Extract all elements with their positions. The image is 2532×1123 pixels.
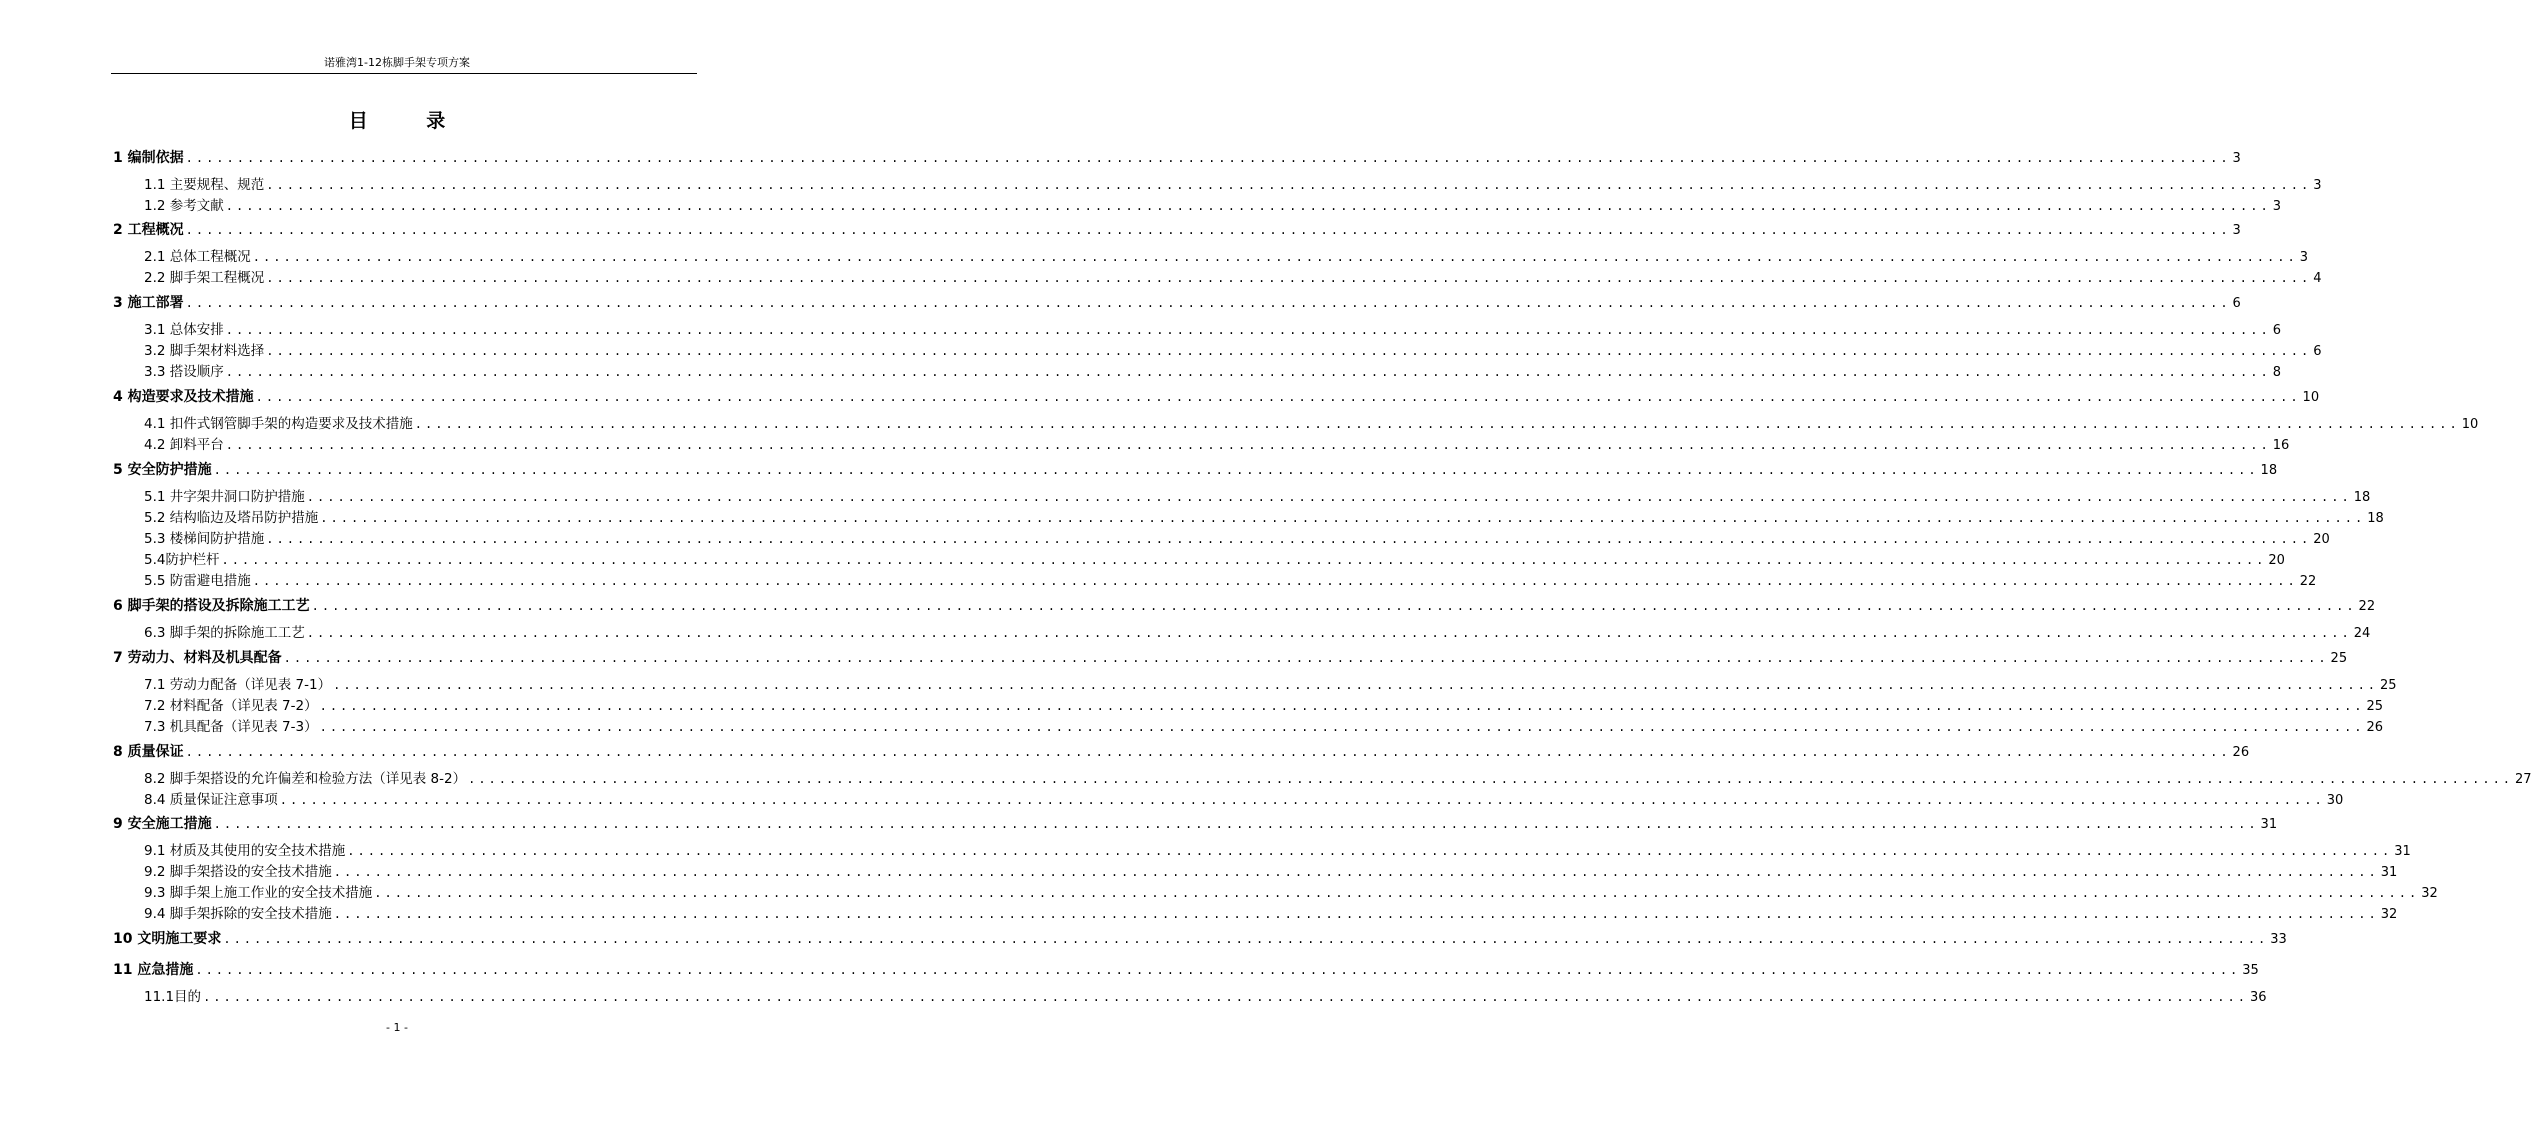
dot-leader: ........................................................................................................................................................................................................ (213, 817, 2259, 831)
toc-title: 目 录 (348, 110, 472, 132)
toc-entry-page: 25 (2380, 678, 2397, 693)
toc-entry-page: 31 (2260, 817, 2278, 832)
toc-entry[interactable] (144, 621, 2371, 641)
dot-leader: ........................................................................................................................................................................................................ (195, 963, 2241, 977)
toc-entry-label: 1.1 主要规程、规范 (144, 177, 265, 193)
toc-entry-page: 20 (2268, 553, 2285, 568)
toc-entry-label: 5 安全防护措施 (113, 462, 212, 478)
dot-leader: ........................................................................................................................................................................................................ (225, 365, 2271, 379)
dot-leader: ........................................................................................................................................................................................................ (306, 490, 2352, 504)
dot-leader: ........................................................................................................................................................................................................ (311, 599, 2357, 613)
dot-leader: ........................................................................................................................................................................................................ (333, 678, 2379, 692)
dot-leader: ........................................................................................................................................................................................................ (185, 151, 2231, 165)
toc-entry-page: 6 (2313, 344, 2322, 359)
toc-entry-page: 30 (2326, 793, 2344, 808)
toc-entry-label: 3.1 总体安排 (144, 322, 224, 338)
dot-leader: ........................................................................................................................................................................................................ (333, 907, 2379, 921)
toc-entry[interactable] (113, 292, 2241, 312)
toc-entry[interactable] (113, 928, 2287, 948)
running-header: 诺雅湾1-12栋脚手架专项方案 (324, 56, 470, 69)
toc-entry-page: 3 (2232, 223, 2241, 238)
dot-leader: ........................................................................................................................................................................................................ (221, 553, 2267, 567)
toc-entry-page: 31 (2380, 865, 2398, 880)
toc-entry[interactable] (144, 569, 2317, 589)
toc-entry-page: 3 (2272, 199, 2281, 214)
toc-entry-label: 8 质量保证 (113, 744, 184, 760)
toc-entry-page: 6 (2232, 296, 2241, 311)
toc-entry[interactable] (144, 506, 2384, 526)
toc-entry-label: 10 文明施工要求 (113, 931, 222, 947)
dot-leader: ........................................................................................................................................................................................................ (266, 344, 2312, 358)
toc-entry[interactable] (113, 386, 2320, 406)
toc-entry-label: 11 应急措施 (113, 962, 194, 978)
toc-entry[interactable] (144, 985, 2267, 1005)
toc-entry[interactable] (113, 813, 2278, 833)
toc-entry[interactable] (144, 673, 2397, 693)
toc-entry-page: 33 (2270, 932, 2287, 947)
toc-entry-label: 2.1 总体工程概况 (144, 249, 251, 265)
toc-entry[interactable] (113, 959, 2259, 979)
toc-entry-label: 3.2 脚手架材料选择 (144, 343, 265, 359)
toc-entry[interactable] (144, 788, 2344, 808)
toc-entry-label: 9.2 脚手架搭设的安全技术措施 (144, 864, 332, 880)
toc-entry[interactable] (144, 173, 2322, 193)
toc-entry-page: 36 (2249, 990, 2267, 1005)
toc-entry-label: 4.2 卸料平台 (144, 437, 224, 453)
toc-entry-label: 7 劳动力、材料及机具配备 (113, 650, 282, 666)
toc-entry[interactable] (144, 412, 2479, 432)
toc-entry[interactable] (144, 245, 2308, 265)
toc-entry[interactable] (113, 647, 2348, 667)
toc-entry[interactable] (144, 527, 2330, 547)
toc-entry-label: 8.4 质量保证注意事项 (144, 792, 278, 808)
toc-entry-label: 9.3 脚手架上施工作业的安全技术措施 (144, 885, 373, 901)
toc-entry[interactable] (144, 715, 2384, 735)
dot-leader: ........................................................................................................................................................................................................ (225, 323, 2271, 337)
toc-entry-label: 4 构造要求及技术措施 (113, 389, 254, 405)
toc-entry-page: 25 (2330, 651, 2348, 666)
toc-entry-page: 24 (2353, 626, 2371, 641)
toc-entry-label: 1.2 参考文献 (144, 198, 224, 214)
toc-entry[interactable] (144, 360, 2281, 380)
toc-entry[interactable] (144, 694, 2384, 714)
toc-entry[interactable] (144, 485, 2371, 505)
dot-leader: ........................................................................................................................................................................................................ (306, 626, 2352, 640)
toc-entry-label: 9 安全施工措施 (113, 816, 212, 832)
toc-entry-label: 5.4防护栏杆 (144, 552, 220, 568)
toc-entry[interactable] (144, 433, 2290, 453)
dot-leader: ........................................................................................................................................................................................................ (225, 199, 2271, 213)
toc-entry-page: 32 (2380, 907, 2398, 922)
toc-entry-page: 18 (2353, 490, 2371, 505)
dot-leader: ........................................................................................................................................................................................................ (283, 651, 2329, 665)
toc-entry-page: 18 (2367, 511, 2384, 526)
dot-leader: ........................................................................................................................................................................................................ (185, 296, 2231, 310)
toc-entry-label: 6.3 脚手架的拆除施工工艺 (144, 625, 305, 641)
dot-leader: ........................................................................................................................................................................................................ (319, 699, 2365, 713)
toc-entry-label: 1 编制依据 (113, 150, 184, 166)
dot-leader: ........................................................................................................................................................................................................ (374, 886, 2420, 900)
toc-entry-page: 25 (2366, 699, 2384, 714)
toc-entry[interactable] (144, 902, 2398, 922)
dot-leader: ........................................................................................................................................................................................................ (414, 417, 2460, 431)
toc-entry-label: 4.1 扣件式钢管脚手架的构造要求及技术措施 (144, 416, 413, 432)
dot-leader: ........................................................................................................................................................................................................ (203, 990, 2248, 1004)
toc-entry[interactable] (113, 595, 2376, 615)
dot-leader: ........................................................................................................................................................................................................ (333, 865, 2379, 879)
toc-entry-label: 7.2 材料配备（详见表 7-2） (144, 698, 318, 714)
dot-leader: ........................................................................................................................................................................................................ (252, 250, 2298, 264)
toc-entry[interactable] (144, 548, 2285, 568)
toc-entry-page: 35 (2242, 963, 2259, 978)
dot-leader: ........................................................................................................................................................................................................ (279, 793, 2325, 807)
toc-entry[interactable] (144, 266, 2322, 286)
toc-entry-label: 7.3 机具配备（详见表 7-3） (144, 719, 318, 735)
toc-entry[interactable] (144, 339, 2322, 359)
toc-entry[interactable] (144, 839, 2411, 859)
toc-entry-label: 9.4 脚手架拆除的安全技术措施 (144, 906, 332, 922)
dot-leader: ........................................................................................................................................................................................................ (347, 844, 2393, 858)
toc-entry-label: 3 施工部署 (113, 295, 184, 311)
page-number: - 1 - (386, 1021, 408, 1034)
toc-entry-label: 8.2 脚手架搭设的允许偏差和检验方法（详见表 8-2） (144, 771, 467, 787)
toc-entry-label: 7.1 劳动力配备（详见表 7-1） (144, 677, 332, 693)
toc-entry-page: 32 (2421, 886, 2438, 901)
dot-leader: ........................................................................................................................................................................................................ (266, 178, 2312, 192)
dot-leader: ........................................................................................................................................................................................................ (213, 463, 2259, 477)
toc-entry[interactable] (144, 881, 2438, 901)
toc-entry[interactable] (144, 860, 2398, 880)
toc-entry-page: 20 (2313, 532, 2330, 547)
toc-entry-page: 16 (2272, 438, 2290, 453)
dot-leader: ........................................................................................................................................................................................................ (320, 511, 2366, 525)
toc-entry-page: 3 (2299, 250, 2308, 265)
toc-entry-page: 10 (2461, 417, 2479, 432)
toc-entry[interactable] (113, 219, 2241, 239)
toc-entry-page: 27 (2515, 772, 2532, 787)
toc-entry[interactable] (144, 767, 2532, 787)
dot-leader: ........................................................................................................................................................................................................ (185, 223, 2231, 237)
toc-entry-page: 18 (2260, 463, 2278, 478)
toc-entry-page: 3 (2232, 151, 2241, 166)
toc-entry-page: 8 (2272, 365, 2281, 380)
toc-entry-page: 6 (2272, 323, 2281, 338)
dot-leader: ........................................................................................................................................................................................................ (266, 271, 2312, 285)
toc-entry-label: 9.1 材质及其使用的安全技术措施 (144, 843, 346, 859)
dot-leader: ........................................................................................................................................................................................................ (225, 438, 2271, 452)
toc-entry[interactable] (113, 459, 2278, 479)
toc-entry-label: 11.1目的 (144, 989, 202, 1005)
dot-leader: ........................................................................................................................................................................................................ (255, 390, 2301, 404)
toc-entry-page: 4 (2313, 271, 2322, 286)
toc-entry[interactable] (113, 741, 2250, 761)
toc-entry-label: 3.3 搭设顺序 (144, 364, 224, 380)
toc-entry-page: 10 (2302, 390, 2320, 405)
dot-leader: ........................................................................................................................................................................................................ (468, 772, 2514, 786)
toc-entry-label: 5.3 楼梯间防护措施 (144, 531, 265, 547)
toc-entry-page: 22 (2299, 574, 2317, 589)
toc-entry[interactable] (144, 194, 2281, 214)
toc-entry[interactable] (144, 318, 2281, 338)
toc-entry-page: 26 (2366, 720, 2384, 735)
toc-entry-label: 5.2 结构临边及塔吊防护措施 (144, 510, 319, 526)
toc-entry-page: 3 (2313, 178, 2322, 193)
toc-entry-label: 2.2 脚手架工程概况 (144, 270, 265, 286)
dot-leader: ........................................................................................................................................................................................................ (223, 932, 2269, 946)
toc-entry-page: 26 (2232, 745, 2250, 760)
dot-leader: ........................................................................................................................................................................................................ (266, 532, 2312, 546)
toc-entry-page: 22 (2358, 599, 2376, 614)
dot-leader: ........................................................................................................................................................................................................ (319, 720, 2365, 734)
toc-entry[interactable] (113, 147, 2241, 167)
toc-entry-label: 6 脚手架的搭设及拆除施工工艺 (113, 598, 310, 614)
toc-entry-label: 5.5 防雷避电措施 (144, 573, 251, 589)
dot-leader: ........................................................................................................................................................................................................ (252, 574, 2298, 588)
toc-entry-label: 2 工程概况 (113, 222, 184, 238)
toc-entry-label: 5.1 井字架井洞口防护措施 (144, 489, 305, 505)
dot-leader: ........................................................................................................................................................................................................ (185, 745, 2231, 759)
toc-entry-page: 31 (2394, 844, 2411, 859)
